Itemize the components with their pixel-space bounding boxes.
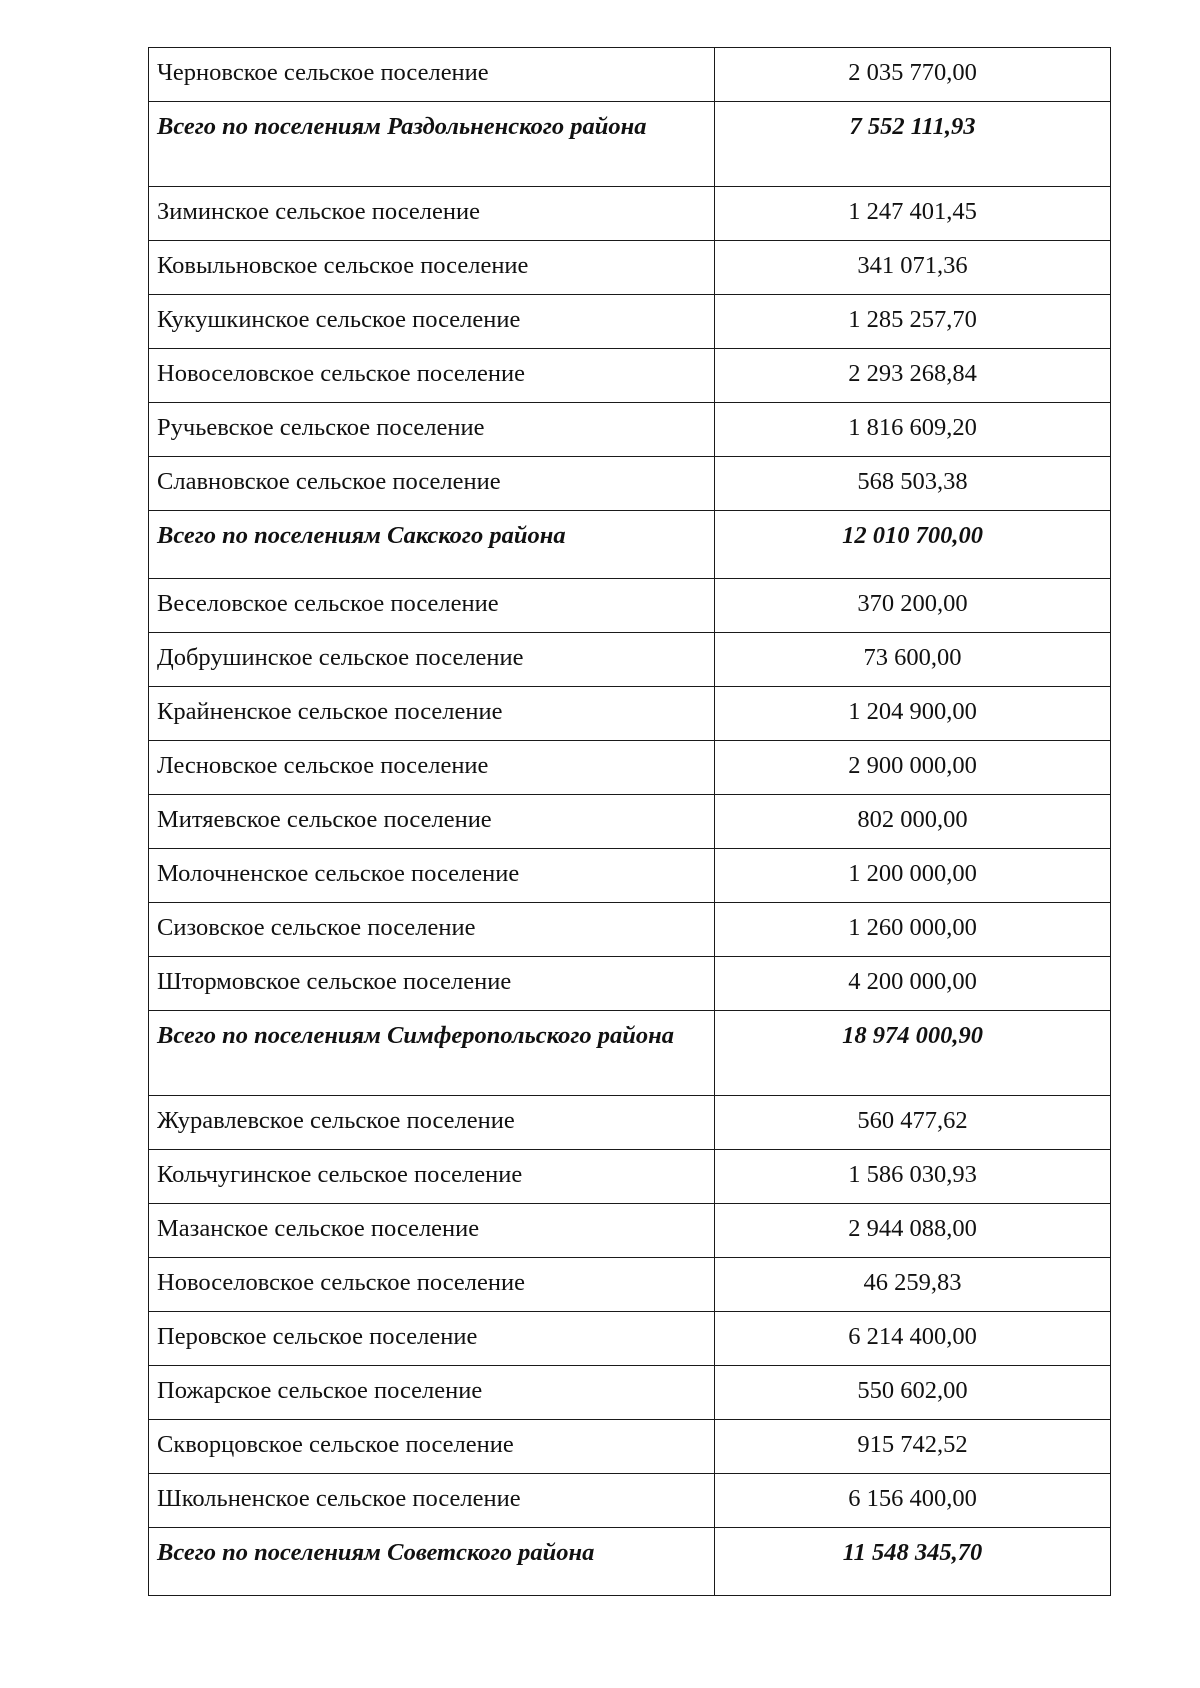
settlement-amount: 1 200 000,00 <box>715 849 1111 903</box>
settlement-amount: 550 602,00 <box>715 1366 1111 1420</box>
settlement-row <box>149 903 1111 957</box>
settlement-name: Лесновское сельское поселение <box>149 741 715 795</box>
settlement-row <box>149 1366 1111 1420</box>
settlement-row <box>149 1204 1111 1258</box>
settlement-name: Черновское сельское поселение <box>149 48 715 102</box>
settlement-row <box>149 1312 1111 1366</box>
document-page <box>148 47 1110 1596</box>
settlement-amount: 915 742,52 <box>715 1420 1111 1474</box>
district-total-amount: 18 974 000,90 <box>715 1011 1111 1096</box>
district-total-label: Всего по поселениям Советского района <box>149 1528 715 1596</box>
settlement-amount: 4 200 000,00 <box>715 957 1111 1011</box>
settlement-row <box>149 1474 1111 1528</box>
settlement-name: Сизовское сельское поселение <box>149 903 715 957</box>
settlement-name: Молочненское сельское поселение <box>149 849 715 903</box>
settlement-row <box>149 741 1111 795</box>
settlement-amount: 73 600,00 <box>715 633 1111 687</box>
settlement-amount: 1 204 900,00 <box>715 687 1111 741</box>
settlement-row <box>149 457 1111 511</box>
settlement-amount: 6 214 400,00 <box>715 1312 1111 1366</box>
district-total-row <box>149 511 1111 579</box>
settlement-amount: 1 816 609,20 <box>715 403 1111 457</box>
table-body <box>149 48 1111 1596</box>
settlement-row <box>149 1096 1111 1150</box>
settlement-name: Кукушкинское сельское поселение <box>149 295 715 349</box>
settlement-name: Скворцовское сельское поселение <box>149 1420 715 1474</box>
settlement-name: Новоселовское сельское поселение <box>149 349 715 403</box>
settlement-name: Кольчугинское сельское поселение <box>149 1150 715 1204</box>
settlement-row <box>149 187 1111 241</box>
settlement-amount: 1 247 401,45 <box>715 187 1111 241</box>
settlement-amount: 2 900 000,00 <box>715 741 1111 795</box>
settlement-name: Ковыльновское сельское поселение <box>149 241 715 295</box>
settlement-row <box>149 795 1111 849</box>
settlement-name: Ручьевское сельское поселение <box>149 403 715 457</box>
settlement-amount: 802 000,00 <box>715 795 1111 849</box>
settlement-name: Штормовское сельское поселение <box>149 957 715 1011</box>
settlement-name: Перовское сельское поселение <box>149 1312 715 1366</box>
settlement-name: Славновское сельское поселение <box>149 457 715 511</box>
district-total-amount: 12 010 700,00 <box>715 511 1111 579</box>
settlement-name: Крайненское сельское поселение <box>149 687 715 741</box>
settlement-amount: 568 503,38 <box>715 457 1111 511</box>
settlement-row <box>149 48 1111 102</box>
district-total-label: Всего по поселениям Раздольненского района <box>149 102 715 187</box>
settlement-amount: 2 944 088,00 <box>715 1204 1111 1258</box>
settlement-amount: 6 156 400,00 <box>715 1474 1111 1528</box>
settlement-name: Мазанское сельское поселение <box>149 1204 715 1258</box>
settlement-name: Добрушинское сельское поселение <box>149 633 715 687</box>
settlement-row <box>149 295 1111 349</box>
settlement-name: Школьненское сельское поселение <box>149 1474 715 1528</box>
settlement-name: Веселовское сельское поселение <box>149 579 715 633</box>
settlement-name: Зиминское сельское поселение <box>149 187 715 241</box>
settlement-name: Новоселовское сельское поселение <box>149 1258 715 1312</box>
settlement-row <box>149 1420 1111 1474</box>
settlement-amount: 1 285 257,70 <box>715 295 1111 349</box>
settlement-amount: 2 035 770,00 <box>715 48 1111 102</box>
settlement-row <box>149 687 1111 741</box>
settlement-name: Журавлевское сельское поселение <box>149 1096 715 1150</box>
settlement-row <box>149 241 1111 295</box>
settlement-amount: 46 259,83 <box>715 1258 1111 1312</box>
settlement-row <box>149 633 1111 687</box>
settlement-row <box>149 403 1111 457</box>
settlement-amount: 341 071,36 <box>715 241 1111 295</box>
settlement-name: Пожарское сельское поселение <box>149 1366 715 1420</box>
settlement-amount: 2 293 268,84 <box>715 349 1111 403</box>
settlement-row <box>149 579 1111 633</box>
settlement-row <box>149 957 1111 1011</box>
district-total-amount: 11 548 345,70 <box>715 1528 1111 1596</box>
settlement-row <box>149 349 1111 403</box>
settlement-amount: 560 477,62 <box>715 1096 1111 1150</box>
settlement-row <box>149 1258 1111 1312</box>
district-total-label: Всего по поселениям Симферопольского района <box>149 1011 715 1096</box>
district-total-row <box>149 102 1111 187</box>
settlement-name: Митяевское сельское поселение <box>149 795 715 849</box>
settlement-amount: 370 200,00 <box>715 579 1111 633</box>
settlements-budget-table <box>148 47 1111 1596</box>
settlement-row <box>149 849 1111 903</box>
district-total-row <box>149 1528 1111 1596</box>
district-total-row <box>149 1011 1111 1096</box>
district-total-label: Всего по поселениям Сакского района <box>149 511 715 579</box>
settlement-amount: 1 260 000,00 <box>715 903 1111 957</box>
settlement-amount: 1 586 030,93 <box>715 1150 1111 1204</box>
district-total-amount: 7 552 111,93 <box>715 102 1111 187</box>
settlement-row <box>149 1150 1111 1204</box>
